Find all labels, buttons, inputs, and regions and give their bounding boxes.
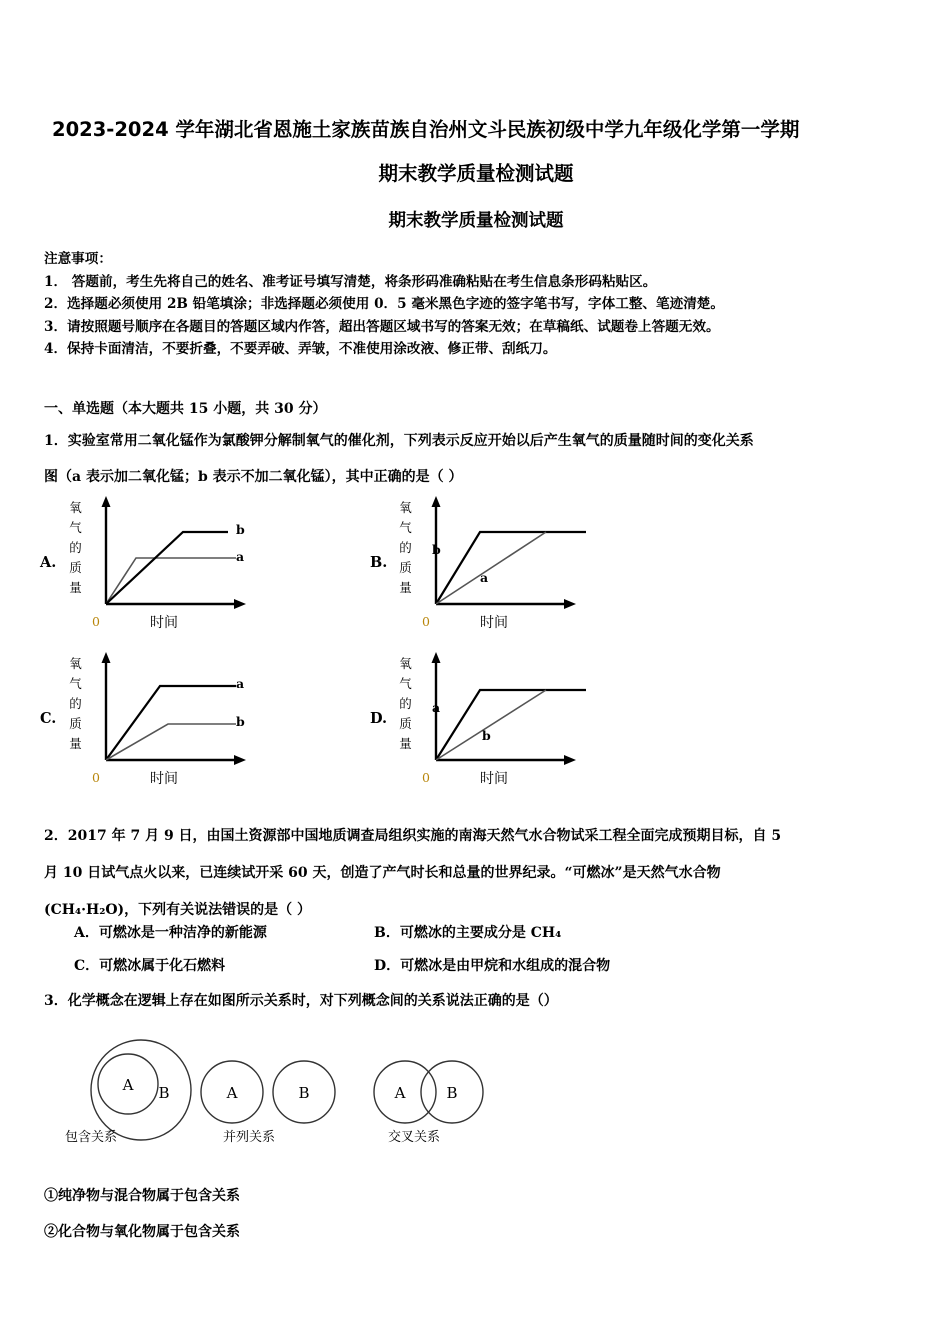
notice-item-2: 2．选择题必须使用 2B 铅笔填涂；非选择题必须使用 0．5 毫米黑色字迹的签字笔书写，字体工整、笔迹清楚。 — [44, 296, 724, 312]
option-c-chart — [88, 650, 278, 780]
notice-item-1: 1． 答题前，考生先将自己的姓名、准考证号填写清楚，将条形码准确粘贴在考生信息条形码粘贴区。 — [44, 273, 657, 290]
option-b-curve-label-b: b — [432, 542, 441, 557]
question-1-option-b[interactable] — [370, 492, 700, 642]
question-2-option-row-2 — [74, 955, 914, 988]
question-1-stem — [44, 423, 924, 495]
option-b-letter: B. — [370, 554, 388, 571]
question-1-option-c[interactable] — [40, 648, 370, 798]
option-a-chart — [88, 494, 278, 624]
svg-text:B: B — [158, 1084, 170, 1102]
option-c-curve-label-b: b — [236, 714, 245, 729]
svg-text:A: A — [122, 1076, 134, 1094]
option-c-x-axis-label: 时间 — [150, 771, 178, 787]
option-b-curve-label-a: a — [480, 570, 489, 585]
option-d-origin-label: 0 — [422, 770, 430, 785]
option-b-x-axis-label: 时间 — [480, 615, 508, 631]
notice-block — [44, 248, 924, 361]
option-a-origin-label: 0 — [92, 614, 100, 629]
option-b-y-axis-label: 氧 气 的 质 量 — [399, 500, 412, 595]
notice-item-4: 4．保持卡面清洁，不要折叠，不要弄破、弄皱，不准使用涂改液、修正带、刮纸刀。 — [44, 341, 557, 357]
question-1-option-d[interactable] — [370, 648, 700, 798]
venn-caption-disjoint: 并列关系 — [223, 1130, 276, 1145]
venn-containment — [91, 1040, 191, 1140]
option-a-y-axis-label: 氧 气 的 质 量 — [69, 500, 82, 595]
option-d-letter: D. — [370, 710, 388, 727]
question-2-option-c[interactable]: C．可燃冰属于化石燃料 — [74, 958, 226, 974]
option-d-curve-label-a: a — [432, 700, 441, 715]
option-a-x-axis-label: 时间 — [150, 615, 178, 631]
question-1-stem-line-1: 1．实验室常用二氧化锰作为氯酸钾分解制氧气的催化剂，下列表示反应开始以后产生氧气的质量随时间的变化关系 — [44, 433, 754, 449]
venn-captions — [40, 1126, 560, 1150]
option-a-letter: A. — [40, 554, 57, 571]
option-c-y-axis-label: 氧 气 的 质 量 — [69, 656, 82, 751]
notice-item-3: 3．请按照题号顺序在各题目的答题区域内作答，超出答题区域书写的答案无效；在草稿纸、试题卷上答题无效。 — [44, 318, 720, 335]
question-2-option-row-1 — [74, 922, 914, 955]
option-d-chart — [418, 650, 608, 780]
question-2-stem — [44, 818, 924, 929]
question-3-statements — [44, 1178, 644, 1250]
question-2-stem-line-2: 月 10 日试气点火以来，已连续试开采 60 天，创造了产气时长和总量的世界纪录。“可燃冰”是天然气水合物 — [44, 865, 721, 881]
svg-text:B: B — [446, 1084, 458, 1102]
question-1-stem-line-2: 图（a 表示加二氧化锰；b 表示不加二氧化锰），其中正确的是（ ） — [44, 469, 463, 485]
venn-overlap — [374, 1061, 483, 1123]
question-3-stem: 3．化学概念在逻辑上存在如图所示关系时，对下列概念间的关系说法正确的是（） — [44, 993, 558, 1009]
option-a-curve-label-b: b — [236, 522, 245, 537]
option-a-curve-label-a: a — [236, 549, 245, 564]
venn-disjoint — [201, 1061, 335, 1123]
page-title — [52, 108, 900, 196]
question-3-statement-2: ②化合物与氧化物属于包含关系 — [44, 1224, 240, 1240]
question-2-option-a[interactable]: A．可燃冰是一种洁净的新能源 — [74, 925, 267, 941]
question-2-option-d[interactable]: D．可燃冰是由甲烷和水组成的混合物 — [374, 958, 611, 974]
venn-caption-overlap: 交叉关系 — [388, 1130, 441, 1145]
page-subtitle: 期末教学质量检测试题 — [388, 211, 564, 231]
question-2-options — [74, 922, 914, 988]
svg-text:A: A — [394, 1084, 406, 1102]
question-2-option-b[interactable]: B．可燃冰的主要成分是 CH₄ — [374, 925, 562, 941]
title-line-2: 期末教学质量检测试题 — [378, 162, 574, 185]
svg-text:A: A — [226, 1084, 238, 1102]
option-c-letter: C. — [40, 710, 57, 727]
notice-heading: 注意事项： — [44, 251, 112, 267]
option-c-origin-label: 0 — [92, 770, 100, 785]
option-d-x-axis-label: 时间 — [480, 771, 508, 787]
svg-text:B: B — [298, 1084, 310, 1102]
title-line-1: 2023-2024 学年湖北省恩施土家族苗族自治州文斗民族初级中学九年级化学第一学期 — [52, 118, 800, 141]
option-d-y-axis-label: 氧 气 的 质 量 — [399, 656, 412, 751]
question-2-stem-line-3: (CH₄·H₂O)，下列有关说法错误的是（ ） — [44, 902, 312, 918]
option-b-chart — [418, 494, 608, 624]
option-c-curve-label-a: a — [236, 676, 245, 691]
option-b-origin-label: 0 — [422, 614, 430, 629]
option-d-curve-label-b: b — [482, 728, 491, 743]
question-3-statement-1: ①纯净物与混合物属于包含关系 — [44, 1188, 240, 1204]
venn-caption-containment: 包含关系 — [65, 1130, 118, 1145]
question-1-options-grid — [40, 492, 740, 804]
question-1-option-a[interactable] — [40, 492, 370, 642]
question-2-stem-line-1: 2．2017 年 7 月 9 日，由国土资源部中国地质调查局组织实施的南海天然气水合物试采工程全面完成预期目标，自 5 — [44, 828, 782, 844]
section-heading: 一、单选题（本大题共 15 小题，共 30 分） — [44, 401, 327, 417]
